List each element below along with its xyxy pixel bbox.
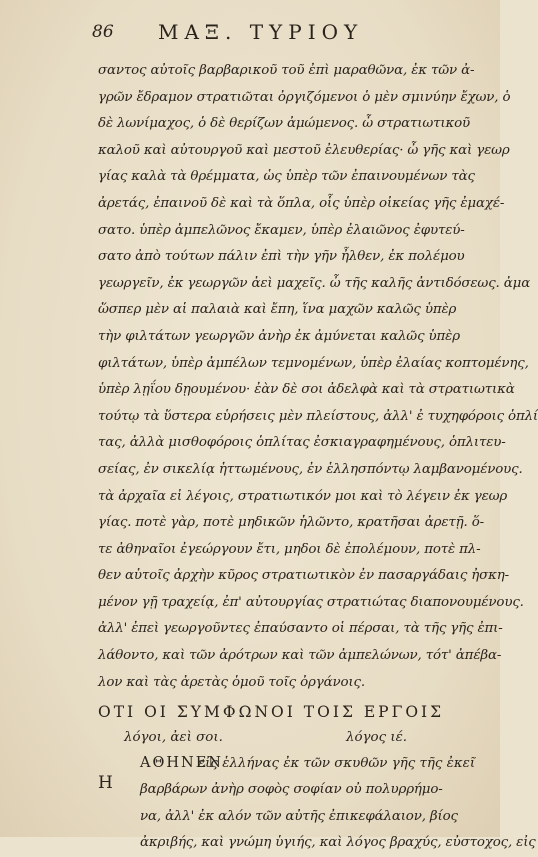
section-subtitle <box>98 726 473 750</box>
text-body <box>98 58 538 857</box>
text-line: μένον γῇ τραχείᾳ, ἐπ' αὐτουργίας στρατιώτας διαπονουμένους. <box>98 594 524 610</box>
text-line: γεωργεῖν, ἐκ γεωργῶν ἀεὶ μαχεῖς. ὦ τῆς καλῆς ἀντιδόσεως. ἀμα <box>98 275 531 291</box>
text-line: θεν αὐτοῖς ἀρχὴν κῦρος στρατιωτικὸν ἐν πασαργάδαις ἠσκη- <box>98 568 510 584</box>
opening-word: ΑΘΗΝΕΝ <box>140 755 223 772</box>
text-line: γίας καλὰ τὰ θρέμματα, ὡς ὑπὲρ τῶν ἐπαινουμένων τὰς <box>98 169 475 185</box>
text-line: λον καὶ τὰς ἀρετὰς ὁμοῦ τοῖς ὀργάνοις. <box>98 674 365 690</box>
text-line: τὰ ἀρχαῖα εἰ λέγοις, στρατιωτικόν μοι καὶ τὸ λέγειν ἐκ γεωρ <box>98 488 508 504</box>
text-line: καλοῦ καὶ αὐτουργοῦ καὶ μεστοῦ ἐλευθερίας· ὦ γῆς καὶ γεωρ <box>98 142 510 158</box>
text-line: τε ἀθηναῖοι ἐγεώργουν ἔτι, μηδοι δὲ ἐπολέμουν, ποτὲ πλ- <box>98 541 481 557</box>
running-title: ΜΑΞ. ΤΥΡΙΟΥ <box>158 20 364 44</box>
text-line: σείας, ἐν σικελίᾳ ἡττωμένους, ἐν ἑλλησπόντῳ λαμβανομένους. <box>98 461 523 477</box>
page-header <box>0 18 500 48</box>
text-line: φιλτάτων, ὑπὲρ ἀμπέλων τεμνομένων, ὑπὲρ ἐλαίας κοπτομένης, <box>98 355 529 371</box>
text-line: ὥσπερ μὲν αἱ παλαιὰ καὶ ἔπη, ἵνα μαχῶν καλῶς ὑπὲρ <box>98 302 457 318</box>
text-line: λάθοντο, καὶ τῶν ἀρότρων καὶ τῶν ἀμπελώνων, τότ' ἀπέβα- <box>98 648 502 664</box>
text-lines <box>98 58 538 696</box>
subtitle-left: λόγοι, ἀεὶ σοι. <box>124 730 223 746</box>
text-line: ὑπὲρ λῃΐου δῃουμένου· ἐὰν δὲ σοι ἀδελφὰ καὶ τὰ στρατιωτικὰ <box>98 382 515 398</box>
text-line: σαντος αὐτοῖς βαρβαρικοῦ τοῦ ἐπὶ μαραθῶνα, ἐκ τῶν ἀ- <box>98 63 475 78</box>
page-number: 86 <box>92 22 114 42</box>
text-line: γρῶν ἔδραμον στρατιῶται ὀργιζόμενοι ὁ μὲν σμινύην ἔχων, ὁ <box>98 89 511 105</box>
text-line: σατο ἀπὸ τούτων πάλιν ἐπὶ τὴν γῆν ἦλθεν, ἐκ πολέμου <box>98 249 465 265</box>
dialogue-line: να, ἀλλ' ἐκ αλόν τῶν αὐτῆς ἐπικεφάλαιον, βίος <box>140 808 458 824</box>
drop-initial: Η <box>98 773 113 794</box>
section-title: ΟΤΙ ΟΙ ΣΥΜΦΩΝΟΙ ΤΟΙΣ ΕΡΓΟΙΣ <box>98 703 445 722</box>
opening-line: εἰς ἑλλήνας ἐκ τῶν σκυθῶν γῆς τῆς ἐκεῖ <box>198 756 476 772</box>
text-line: σατο. ὑπὲρ ἀμπελῶνος ἔκαμεν, ὑπὲρ ἐλαιῶνος ἐφυτεύ- <box>98 222 465 238</box>
text-line: γίας. ποτὲ γὰρ, ποτὲ μηδικῶν ἡλῶντο, κρατῆσαι ἀρετῇ. ὅ- <box>98 515 485 531</box>
subtitle-right: λόγος ιέ. <box>346 730 408 746</box>
dialogue-line: ἀκριβής, καὶ γνώμη ὑγιής, καὶ λόγος βραχύς, εὐστοχος, εἰς <box>140 835 536 851</box>
text-line: τας, ἀλλὰ μισθοφόροις ὁπλίτας ἐσκιαγραφημένους, ὁπλιτευ- <box>98 435 506 451</box>
text-line: ἀρετάς, ἐπαινοῦ δὲ καὶ τὰ ὅπλα, οἷς ὑπὲρ οἰκείας γῆς ἐμαχέ- <box>98 195 505 211</box>
dialogue-lines <box>98 777 536 857</box>
text-line: τὴν φιλτάτων γεωργῶν ἀνὴρ ἐκ ἀμύνεται καλῶς ὑπὲρ <box>98 328 460 344</box>
text-line: δὲ λωνίμαχος, ὁ δὲ θερίζων ἀμώμενος. ὦ στρατιωτικοῦ <box>98 116 470 132</box>
dialogue-line: βαρβάρων ἀνὴρ σοφὸς σοφίαν οὐ πολυρρήμο- <box>140 782 443 798</box>
text-line: τούτῳ τὰ ὕστερα εὑρήσεις μὲν πλείστους, ἀλλ' ἐ τυχηφόροις ὁπλί <box>98 408 538 424</box>
text-line: ἀλλ' ἐπεὶ γεωργοῦντες ἐπαύσαντο οἱ πέρσαι, τὰ τῆς γῆς ἐπι- <box>98 621 503 637</box>
